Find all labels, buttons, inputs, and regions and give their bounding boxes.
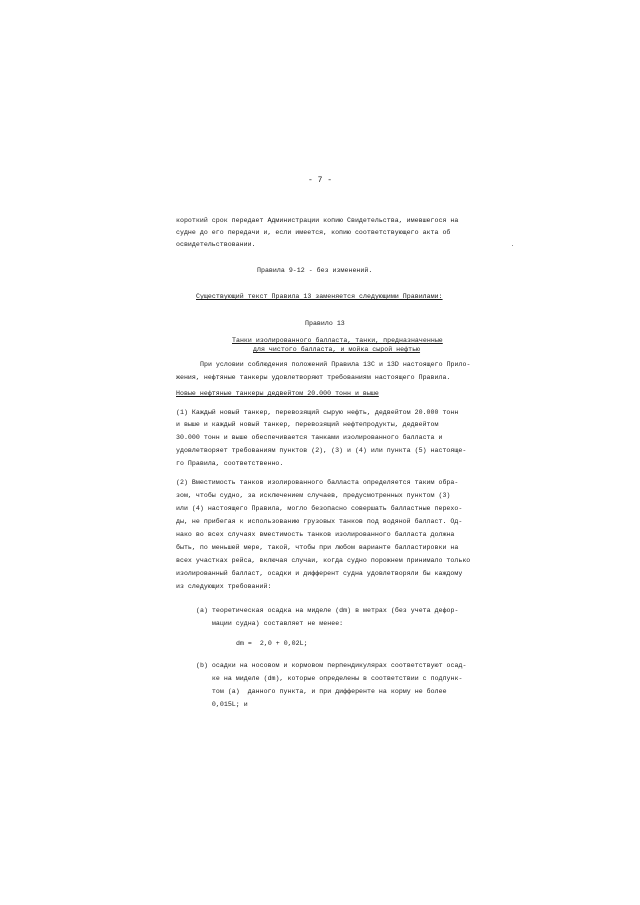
paragraph-2-line-5: нако во всех случаях вместимость танков изолированного балласта должна [176, 531, 455, 538]
item-b-line-2: ке на миделе (dm), которые определены в соответствии с подпунк- [196, 675, 463, 682]
scan-speck [512, 245, 513, 246]
paragraph-2-line-6: быть, по меньшей мере, такой, чтобы при любом варианте балластировки на [176, 544, 459, 551]
intro-line-3: освидетельствовании. [176, 241, 256, 248]
new-tankers-heading: Новые нефтяные танкеры дедвейтом 20.000 тонн и выше [176, 390, 379, 397]
item-a-line-1: (a) теоретическая осадка на миделе (dm) в метрах (без учета дефор- [196, 607, 459, 614]
item-b-line-4: 0,015L; и [196, 701, 248, 708]
paragraph-1-line-2: и выше и каждый новый танкер, перевозящий нефтепродукты, дедвейтом [176, 421, 439, 428]
intro-line-2: судне до его передачи и, если имеется, копию соответствующего акта об [176, 229, 451, 236]
paragraph-2-line-7: всех участках рейса, включая случаи, когда судно порожнем принимало только [176, 557, 471, 564]
paragraph-2-line-4: ды, не прибегая к использованию грузовых танков под водяной балласт. Од- [176, 518, 463, 525]
item-b-line-3: том (a) данного пункта, и при дифференте на корму не более [196, 688, 447, 695]
item-a-line-2: мации судна) составляет не менее: [196, 620, 344, 627]
paragraph-1-line-1: (1) Каждый новый танкер, перевозящий сырую нефть, дедвейтом 20.000 тонн [176, 409, 459, 416]
page-number: - 7 - [308, 176, 333, 185]
paragraph-1-line-5: го Правила, соответственно. [176, 460, 284, 467]
paragraph-1-line-4: удовлетворяет требованиям пунктов (2), (3) и (4) или пункта (5) настояще- [176, 447, 467, 454]
rule-13-title-line-2: для чистого балласта, и мойка сырой нефтью [253, 346, 421, 353]
paragraph-2-line-8: изолированный балласт, осадки и дифферент судна удовлетворяли бы каждому [176, 570, 463, 577]
item-b-line-1: (b) осадки на носовом и кормовом перпендикулярах соответствуют осад- [196, 662, 467, 669]
intro-line-1: короткий срок передает Администрации копию Свидетельства, имевшегося на [176, 217, 459, 224]
conditions-line-1: При условии соблюдения положений Правила 13С и 13D настоящего Прило- [200, 361, 471, 368]
rules-9-12-text: Правила 9-12 - без изменений. [257, 267, 373, 274]
paragraph-2-line-9: из следующих требований: [176, 583, 272, 590]
conditions-line-2: жения, нефтяные танкеры удовлетворяют требованиям настоящего Правила. [176, 374, 451, 381]
paragraph-2-line-3: или (4) настоящего Правила, могло безопасно совершать балластные перехо- [176, 505, 463, 512]
rule-13-title-line-1: Танки изолированного балласта, танки, предназначенные [232, 337, 443, 344]
rules-9-12-note [257, 266, 372, 275]
existing-text-note: Существующий текст Правила 13 заменяется следующими Правилами: [196, 293, 443, 300]
paragraph-1-line-3: 30.000 тонн и выше обеспечивается танками изолированного балласта и [176, 434, 443, 441]
paragraph-2-line-1: (2) Вместимость танков изолированного балласта определяется таким обра- [176, 479, 459, 486]
formula: dm = 2,0 + 0,02L; [236, 640, 308, 647]
rule-13-heading: Правило 13 [305, 320, 345, 327]
paragraph-2-line-2: зом, чтобы судно, за исключением случаев, предусмотренных пунктом (3) [176, 492, 451, 499]
